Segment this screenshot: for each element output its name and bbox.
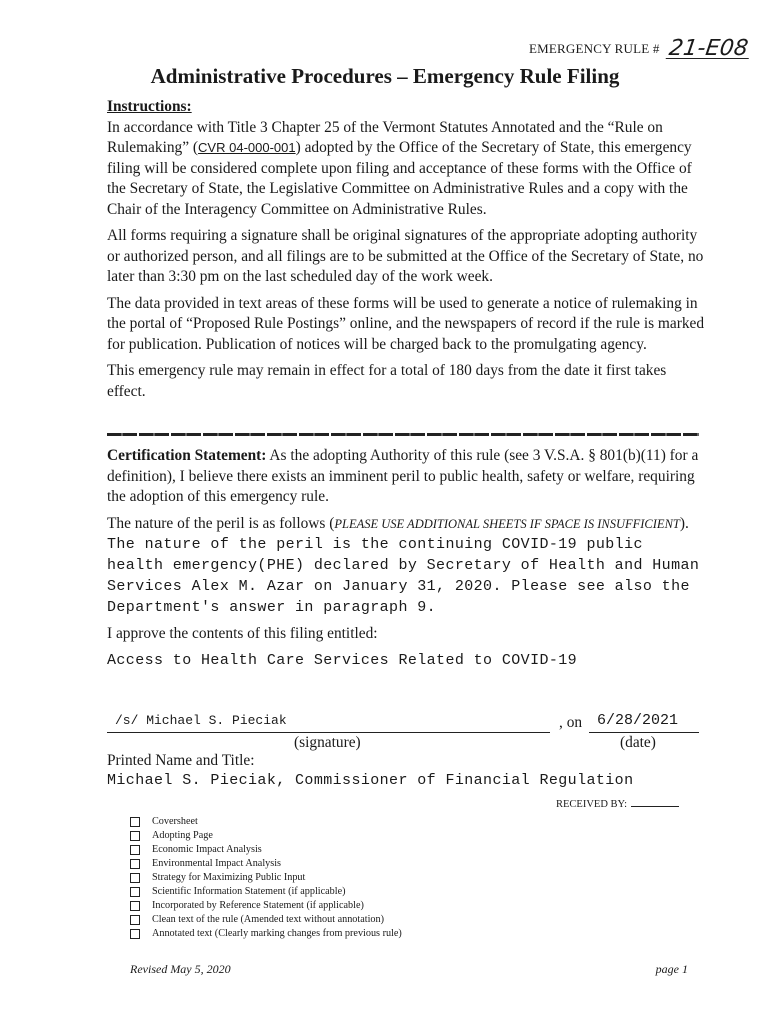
handwritten-rule-number: 21-E08 bbox=[667, 36, 750, 61]
certification-text: As the adopting Authority of this rule (see 3 V.S.A. § 801(b)(11) for a definition), I believe there exists an imminent peril to public health, safety or welfare, requiring the adoption of this emergency rule. bbox=[107, 447, 699, 505]
checklist-label: Environmental Impact Analysis bbox=[152, 858, 282, 869]
instructions-p1-text-a: In accordance with Title 3 Chapter 25 of the Vermont Statutes Annotated and the “Rule on Rulemaking” ( bbox=[107, 118, 663, 156]
checkbox-icon[interactable] bbox=[130, 929, 140, 939]
peril-paragraph bbox=[107, 514, 705, 619]
date-label: (date) bbox=[620, 734, 656, 751]
checklist-label: Economic Impact Analysis bbox=[152, 844, 262, 855]
checklist-label: Adopting Page bbox=[152, 830, 213, 841]
checkbox-icon[interactable] bbox=[130, 817, 140, 827]
certification-label: Certification Statement: bbox=[107, 447, 267, 464]
peril-intro: The nature of the peril is as follows ( bbox=[107, 514, 335, 532]
signature-row bbox=[107, 712, 699, 751]
cvr-citation-link[interactable]: CVR 04-000-001 bbox=[198, 140, 296, 155]
instructions-paragraph-3: The data provided in text areas of these forms will be used to generate a notice of rulemaking in the portal of “Proposed Rule Postings” online, and the newspapers of record if the rule is marked for publication. Publication of notices will be charged back to the promulgating agency. bbox=[107, 294, 705, 353]
attachments-checklist bbox=[130, 815, 402, 941]
checklist-label: Incorporated by Reference Statement (if applicable) bbox=[152, 900, 364, 911]
filing-title-field[interactable]: Access to Health Care Services Related to COVID-19 bbox=[107, 651, 578, 669]
on-text: , on bbox=[559, 714, 583, 731]
checkbox-icon[interactable] bbox=[130, 831, 140, 841]
checkbox-icon[interactable] bbox=[130, 901, 140, 911]
certification-paragraph bbox=[107, 446, 705, 508]
instructions-paragraph-2: All forms requiring a signature shall be original signatures of the appropriate adopting authority or authorized person, and all filings are to be submitted at the Office of the Secretary of State, no later than 3:30 pm on the last scheduled day of the work week. bbox=[107, 227, 704, 285]
checklist-label: Coversheet bbox=[152, 816, 198, 827]
checklist-item[interactable] bbox=[130, 857, 402, 871]
emergency-rule-number bbox=[528, 36, 750, 61]
approve-statement: I approve the contents of this filing entitled: bbox=[107, 625, 378, 642]
instructions-heading: Instructions: bbox=[107, 98, 192, 115]
checklist-label: Annotated text (Clearly marking changes from previous rule) bbox=[152, 928, 402, 939]
instructions-section bbox=[107, 97, 705, 408]
rule-number-label: EMERGENCY RULE # bbox=[528, 41, 660, 56]
date-line bbox=[589, 732, 699, 733]
checklist-label: Clean text of the rule (Amended text without annotation) bbox=[152, 914, 384, 925]
peril-close: ). bbox=[679, 514, 689, 532]
peril-note: PLEASE USE ADDITIONAL SHEETS IF SPACE IS INSUFFICIENT bbox=[334, 516, 680, 531]
signature-line bbox=[107, 732, 550, 733]
printed-name-field[interactable]: Michael S. Pieciak, Commissioner of Financial Regulation bbox=[107, 772, 634, 789]
signature-field[interactable]: /s/ Michael S. Pieciak bbox=[115, 713, 287, 728]
checklist-item[interactable] bbox=[130, 871, 402, 885]
checkbox-icon[interactable] bbox=[130, 873, 140, 883]
received-by bbox=[556, 799, 679, 810]
printed-name-label: Printed Name and Title: bbox=[107, 752, 255, 769]
instructions-p1-text-b: ) adopted by the Office of the Secretary of State, this emergency filing will be considered complete upon filing and acceptance of these forms with the Office of the Secretary of State, the Legislative Committee on Administrative Rules and a copy with the Chair of the Interagency Committee on Administrative Rules. bbox=[107, 139, 692, 218]
checklist-item[interactable] bbox=[130, 927, 402, 941]
signature-label: (signature) bbox=[294, 734, 361, 751]
received-by-blank bbox=[631, 806, 679, 807]
certification-section bbox=[107, 446, 705, 671]
checklist-label: Strategy for Maximizing Public Input bbox=[152, 872, 306, 883]
checklist-item[interactable] bbox=[130, 913, 402, 927]
instructions-paragraph-4: This emergency rule may remain in effect for a total of 180 days from the date it first takes effect. bbox=[107, 362, 667, 400]
checkbox-icon[interactable] bbox=[130, 887, 140, 897]
instructions-paragraph-1 bbox=[107, 118, 705, 221]
checklist-item[interactable] bbox=[130, 899, 402, 913]
checklist-item[interactable] bbox=[130, 829, 402, 843]
checklist-label: Scientific Information Statement (if applicable) bbox=[152, 886, 346, 897]
page-number: page 1 bbox=[655, 962, 688, 976]
checkbox-icon[interactable] bbox=[130, 845, 140, 855]
section-divider bbox=[107, 433, 699, 436]
revised-date: Revised May 5, 2020 bbox=[130, 962, 231, 976]
peril-text-field[interactable]: The nature of the peril is the continuing COVID-19 public health emergency(PHE) declared by Secretary of Health and Human Services Alex M. Azar on January 31, 2020. Please see also the Department's answer in paragraph 9. bbox=[107, 536, 700, 616]
date-field[interactable]: 6/28/2021 bbox=[597, 712, 679, 729]
received-by-label: RECEIVED BY: bbox=[556, 799, 628, 810]
checklist-item[interactable] bbox=[130, 843, 402, 857]
checkbox-icon[interactable] bbox=[130, 859, 140, 869]
checklist-item[interactable] bbox=[130, 885, 402, 899]
page-title: Administrative Procedures – Emergency Rule Filing bbox=[150, 64, 620, 88]
checklist-item[interactable] bbox=[130, 815, 402, 829]
checkbox-icon[interactable] bbox=[130, 915, 140, 925]
